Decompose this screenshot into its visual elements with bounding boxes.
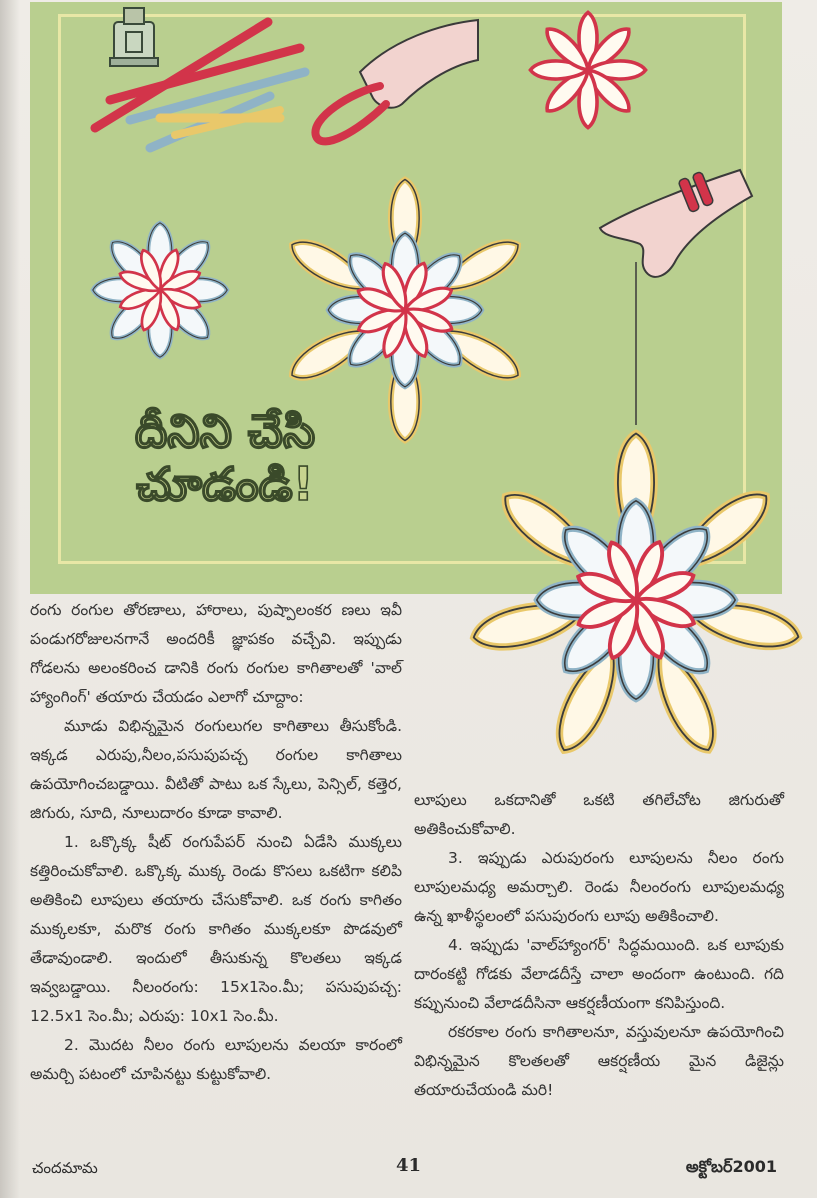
article-left-column [30,596,402,1089]
paragraph-intro: రంగు రంగుల తోరణాలు, హారాలు, పుష్పాలంకర ణలు ఇవీ పండుగరోజులనగానే అందరికీ జ్ఞాపకం వచ్చేవి. ఇప్పుడు గోడలను అలంకరించ డానికి రంగు రంగుల కాగితాలతో 'వాల్ హ్యాంగింగ్' తయారు చేయడం ఎలాగో చూద్దాం: [30,601,402,706]
three-color-flower-large-icon [285,180,525,441]
paragraph-step-4: 4. ఇప్పుడు 'వాల్‌హ్యాంగర్' సిద్ధమయింది. ఒక లూపుకు దారంకట్టి గోడకు వేలాడదీస్తే చాలా అందంగా ఉంటుంది. గది కప్పునుంచి వేలాడదీసినా ఆకర్షణీయంగా కనిపిస్తుంది. [414,936,784,1012]
paragraph-step-2-cont: లూపులు ఒకదానితో ఒకటి తగిలేచోట జిగురుతో అతికించుకోవాలి. [414,791,784,838]
page-number: 41 [396,1155,422,1176]
hand-holding-thread-icon [600,170,752,425]
glue-bottle-icon [110,8,158,66]
three-color-flower-small-icon [93,223,227,357]
hand-holding-loop-icon [315,20,478,141]
paragraph-step-3: 3. ఇప్పుడు ఎరుపురంగు లూపులను నీలం రంగు లూపులమధ్య అమర్చాలి. రెండు నీలంరంగు లూపులమధ్య ఉన్న ఖాళీస్థలంలో పసుపురంగు లూపు అతికించాలి. [414,849,784,925]
issue-date: అక్టోబర్2001 [685,1157,777,1176]
hanging-wall-hanger-icon [470,434,803,758]
article-headline [110,405,340,511]
page-footer [0,1155,817,1185]
paragraph-step-1: 1. ఒక్కొక్క షీట్ రంగుపేపర్ నుంచి ఏడేసి ముక్కలు కత్తిరించుకోవాలి. ఒక్కొక్క ముక్క రెండు కొసలు ఒకటిగా కలిపి అతికించి లూపులు తయారు చేసుకోవాలి. ఒక రంగు కాగితం ముక్కలకూ, మరొక రంగు కాగితం ముక్కలకూ పొడవులో తేడావుండాలి. ఇందులో తీసుకున్న కొలతలు ఇక్కడ ఇవ్వబడ్డాయి. నీలంరంగు: 15x1సెం.మీ; పసుపుపచ్చ: 12.5x1 సెం.మీ; ఎరుపు: 10x1 సెం.మీ. [30,833,402,1025]
paragraph-closing: రకరకాల రంగు కాగితాలనూ, వస్తువులనూ ఉపయోగించి విభిన్నమైన కొలతలతో ఆకర్షణీయ మైన డిజైన్లు తయారుచేయండి మరి! [414,1023,784,1099]
paragraph-materials: మూడు విభిన్నమైన రంగులుగల కాగితాలు తీసుకోండి. ఇక్కడ ఎరుపు,నీలం,పసుపుపచ్చ రంగుల కాగితాలు ఉపయోగించబడ్డాయి. వీటితో పాటు ఒక స్కేలు, పెన్సిల్, కత్తెర, జిగురు, సూది, నూలుదారం కూడా కావాలి. [30,717,402,822]
headline-line-1: దీనిని చేసి [134,404,316,458]
article-right-column [414,786,784,1105]
magazine-name: చందమామ [32,1159,98,1177]
paragraph-step-2: 2. మొదట నీలం రంగు లూపులను వలయా కారంలో అమర్చి పటంలో చూపినట్టు కుట్టుకోవాలి. [30,1036,402,1083]
red-loop-flower-icon [530,12,645,127]
headline-line-2: చూడండి! [136,456,314,511]
